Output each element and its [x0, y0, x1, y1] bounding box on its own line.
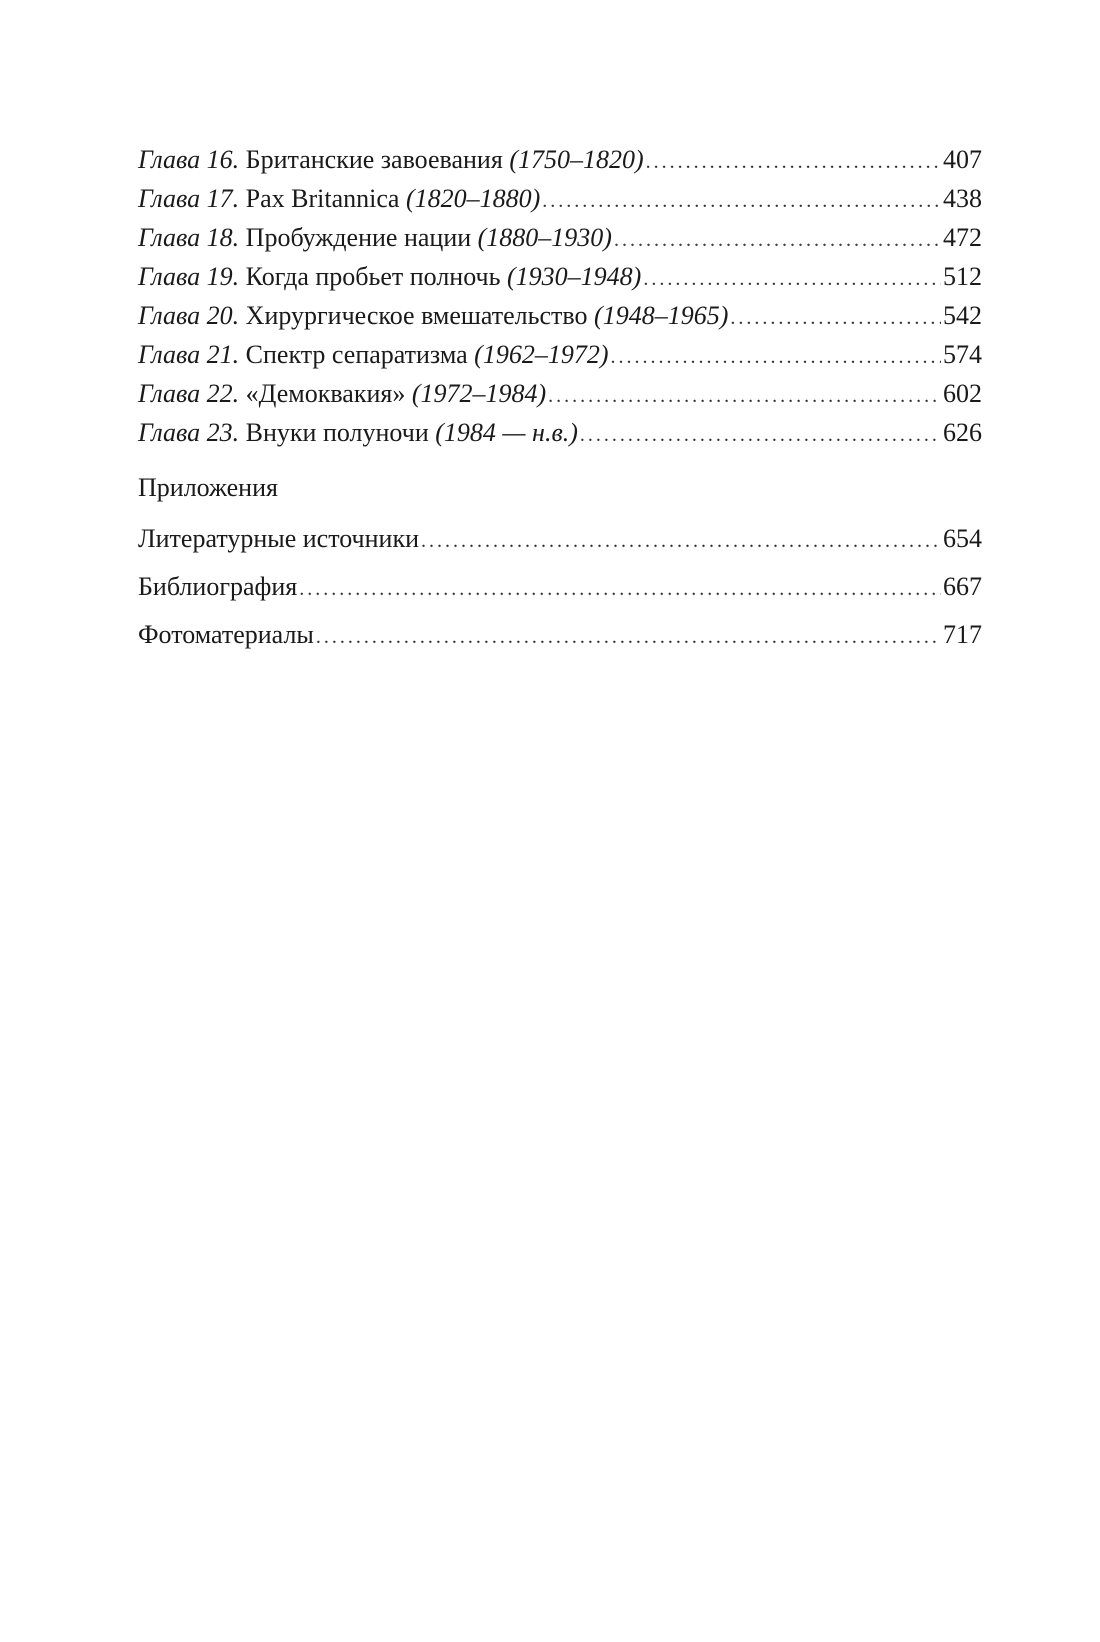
chapter-separator: . — [232, 379, 246, 408]
chapter-title: Когда пробьет полночь — [245, 262, 501, 291]
chapter-separator: . — [232, 301, 246, 330]
chapter-title: «Демоквакия» — [245, 379, 406, 408]
toc-entry-chapter-16[interactable] — [138, 140, 982, 179]
page-number: 654 — [943, 524, 982, 553]
chapter-title: Пробуждение нации — [245, 223, 472, 252]
appendix-heading: Приложения — [138, 473, 278, 502]
toc-entry-chapter-19[interactable] — [138, 257, 982, 296]
toc-entry-literature-sources[interactable] — [138, 515, 982, 563]
table-of-contents — [138, 140, 982, 659]
chapter-separator: . — [232, 418, 246, 447]
chapter-years: (1820–1880) — [405, 184, 541, 213]
toc-entry-text — [138, 374, 546, 413]
toc-entry-text — [138, 218, 612, 257]
chapter-label: Глава 16 — [138, 145, 233, 174]
chapter-years: (1880–1930) — [477, 223, 612, 252]
chapter-years: (1750–1820) — [509, 145, 644, 174]
chapter-years: (1930–1948) — [506, 262, 642, 291]
toc-entry-chapter-23[interactable] — [138, 413, 982, 452]
chapter-separator: . — [232, 184, 246, 213]
page-number: 667 — [943, 572, 982, 601]
toc-entry-chapter-17[interactable] — [138, 179, 982, 218]
chapter-label: Глава 21 — [138, 340, 233, 369]
chapter-title: Спектр сепаратизма — [245, 340, 468, 369]
toc-entry-text — [138, 335, 608, 374]
dot-leader — [730, 299, 941, 338]
toc-entry-bibliography[interactable] — [138, 563, 982, 611]
chapter-separator: . — [232, 223, 246, 252]
toc-entry-chapter-18[interactable] — [138, 218, 982, 257]
page-number: 438 — [943, 184, 982, 213]
dot-leader — [316, 613, 941, 661]
dot-leader — [610, 338, 941, 377]
page-number: 542 — [943, 301, 982, 330]
appendix-title: Фотоматериалы — [138, 620, 314, 649]
chapter-years: (1984 — н.в.) — [435, 418, 578, 447]
chapter-years: (1962–1972) — [474, 340, 609, 369]
page-number: 602 — [943, 379, 982, 408]
dot-leader — [299, 565, 941, 613]
chapter-separator: . — [232, 340, 246, 369]
chapter-label: Глава 22 — [138, 379, 233, 408]
page-number: 717 — [943, 620, 982, 649]
page-number: 512 — [943, 262, 982, 291]
page-number: 574 — [943, 340, 982, 369]
chapter-title: Внуки полуночи — [245, 418, 429, 447]
dot-leader — [548, 377, 941, 416]
page-number: 407 — [943, 145, 982, 174]
chapter-label: Глава 23 — [138, 418, 233, 447]
toc-entry-text — [138, 179, 540, 218]
toc-entry-text — [138, 296, 728, 335]
dot-leader — [643, 260, 941, 299]
chapter-title: Хирургическое вмешательство — [245, 301, 588, 330]
toc-entry-photo-materials[interactable] — [138, 611, 982, 659]
dot-leader — [542, 182, 941, 221]
chapter-label: Глава 18 — [138, 223, 233, 252]
chapter-label: Глава 17 — [138, 184, 233, 213]
chapter-title: Британские завоевания — [245, 145, 503, 174]
chapter-separator: . — [232, 262, 246, 291]
toc-entry-text — [138, 257, 641, 296]
chapter-years: (1948–1965) — [594, 301, 729, 330]
toc-entry-text — [138, 413, 578, 452]
chapter-years: (1972–1984) — [411, 379, 547, 408]
dot-leader — [646, 143, 941, 182]
chapter-label: Глава 19 — [138, 262, 233, 291]
appendix-title: Библиография — [138, 572, 298, 601]
toc-entry-chapter-20[interactable] — [138, 296, 982, 335]
page-number: 472 — [943, 223, 982, 252]
toc-entry-chapter-21[interactable] — [138, 335, 982, 374]
toc-entry-text — [138, 140, 644, 179]
appendix-title: Литературные источники — [138, 524, 420, 553]
toc-entry-chapter-22[interactable] — [138, 374, 982, 413]
page-number: 626 — [943, 418, 982, 447]
dot-leader — [421, 517, 941, 565]
dot-leader — [614, 221, 941, 260]
chapter-separator: . — [232, 145, 246, 174]
dot-leader — [580, 416, 941, 455]
chapter-label: Глава 20 — [138, 301, 233, 330]
chapter-title: Pax Britannica — [245, 184, 400, 213]
